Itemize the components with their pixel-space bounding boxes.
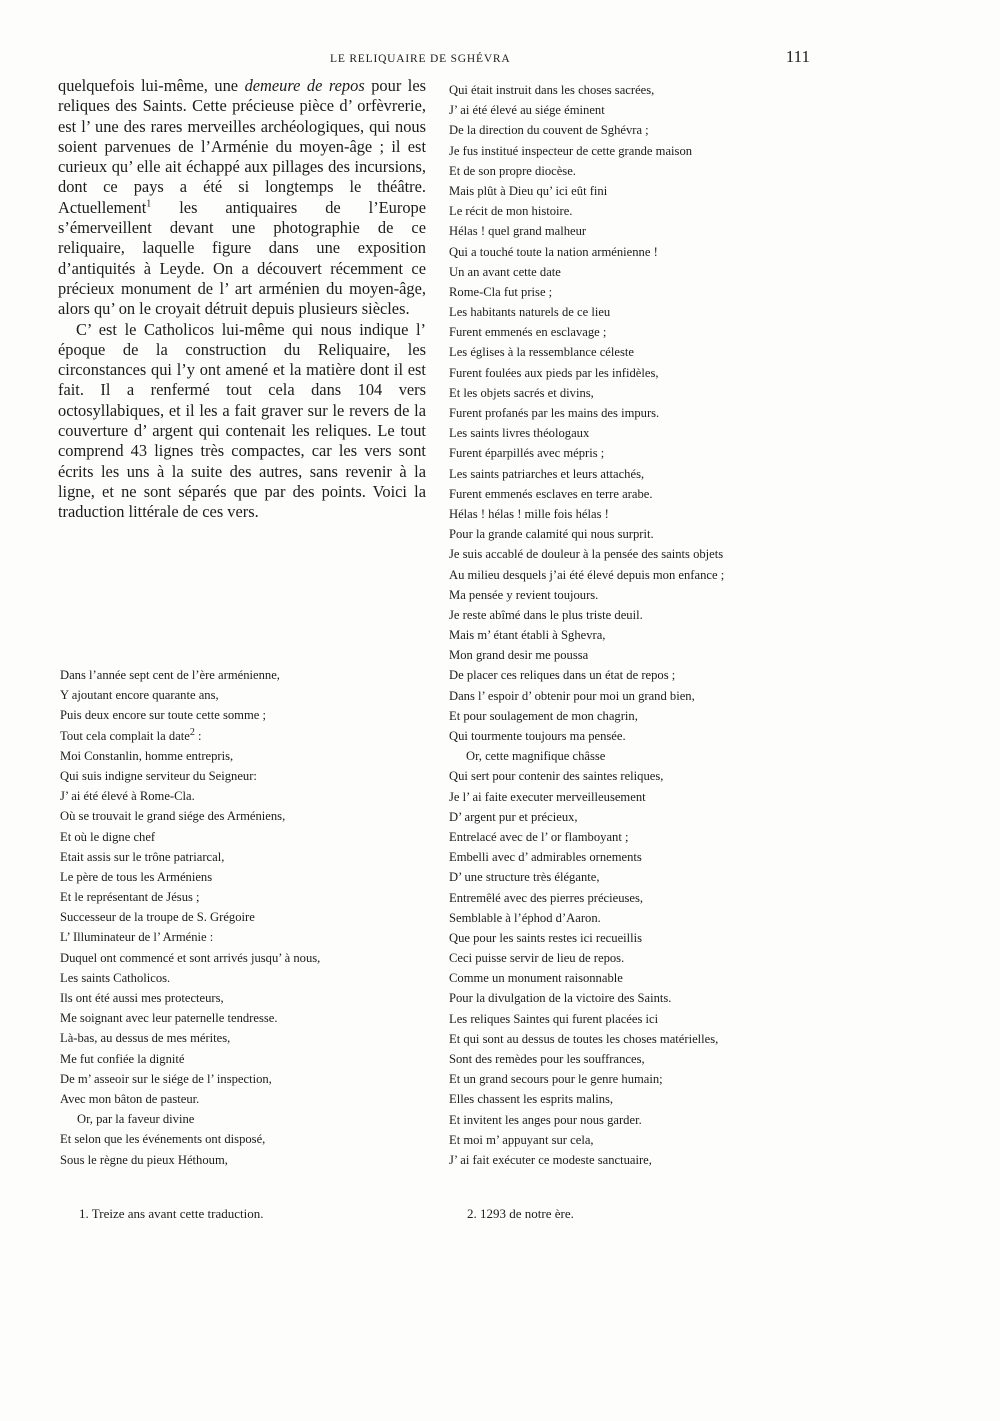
verse-text: Entremêlé avec des pierres précieuses, [449,890,644,905]
verse-text: Les églises à la ressemblance céleste [449,345,634,360]
verse-punctuation: : [194,728,202,743]
verse-text: Ils ont été aussi mes protecteurs, [60,991,224,1005]
verse-line [60,1150,430,1170]
verse-text: Duquel ont commencé et sont arrivés jusqu’ à nous, [60,950,321,965]
verse-line [449,544,829,564]
verse-text: Et selon que les événements ont disposé, [60,1132,266,1147]
verse-line [60,685,430,705]
paragraph-1-middle: pour les reliques des Saints. Cette précieuse pièce d’ orfèvrerie, est l’ une des rares merveilles archéologiques, qui nous soient parvenues de l’Arménie du moyen-âge ; il est curieux qu’ elle ait échappé aux pillages des incursions, dont ce pays a été si longtemps le théâtre. Actuellement [58,76,426,217]
paragraph-1-start: quelquefois lui-même, une [58,76,245,95]
verse-line [60,1049,430,1069]
verse-line [60,988,430,1008]
verse-line [449,625,829,645]
paragraph-1 [58,76,426,320]
verse-text: Et le représentant de Jésus ; [60,890,200,905]
verse-text: Me soignant avec leur paternelle tendresse. [60,1011,278,1026]
verse-line [449,1009,829,1029]
verse-text: Le père de tous les Arméniens [60,869,213,884]
verse-text: Je l’ ai faite executer merveilleusement [449,789,646,804]
verse-text: Furent foulées aux pieds par les infidèles, [449,365,659,380]
verse-text: Les saints livres théologaux [449,426,590,441]
verse-text: Où se trouvait le grand siége des Arméniens, [60,809,286,824]
verse-line [449,221,829,241]
verse-text: Et où le digne chef [60,829,156,844]
emphasis-demeure: demeure de repos [244,76,365,95]
verse-text: Mais m’ étant établi à Sghevra, [449,628,606,643]
verse-line [60,806,430,826]
verse-line [60,726,430,746]
verse-text: Avec mon bâton de pasteur. [60,1091,200,1106]
verse-text: Qui tourmente toujours ma pensée. [449,729,626,743]
verse-line [449,787,829,807]
verse-line [449,524,829,544]
verse-text: Furent profanés par les mains des impurs. [449,406,660,420]
verse-text: Dans l’année sept cent de l’ère arménienne, [60,668,280,682]
verse-text: Je fus institué inspecteur de cette grande maison [449,143,693,158]
verse-text: Et invitent les anges pour nous garder. [449,1112,642,1127]
verse-line [449,1049,829,1069]
footnote-2: 2. 1293 de notre ère. [467,1206,574,1221]
verse-text: Pour la divulgation de la victoire des Saints. [449,991,672,1006]
verse-line [449,867,829,887]
verse-text: Qui sert pour contenir des saintes reliques, [449,769,664,784]
prose-column [58,76,426,523]
verse-line [60,766,430,786]
verse-line [449,565,829,585]
verse-line [449,1069,829,1089]
verse-line [60,665,430,685]
verse-text: Successeur de la troupe de S. Grégoire [60,910,255,925]
verse-line [449,141,829,161]
verse-text: Me fut confiée la dignité [60,1051,185,1066]
verse-text: Que pour les saints restes ici recueillis [449,930,643,945]
verse-text: Et un grand secours pour le genre humain; [449,1072,663,1087]
verse-text: Ma pensée y revient toujours. [449,587,599,602]
verse-text: Sont des remèdes pour les souffrances, [449,1052,645,1066]
verse-text: Furent emmenés esclaves en terre arabe. [449,486,653,501]
verse-line [449,282,829,302]
verse-text: Qui a touché toute la nation arménienne ! [449,244,658,259]
verse-text: L’ Illuminateur de l’ Arménie : [60,930,214,945]
verse-text: Pour la grande calamité qui nous surprit. [449,527,654,542]
verse-text: Puis deux encore sur toute cette somme ; [60,708,266,723]
verse-text: Rome-Cla fut prise ; [449,284,553,299]
verse-line [449,181,829,201]
verse-line [449,363,829,383]
verse-line [449,262,829,282]
verse-text: J’ ai été élevé à Rome-Cla. [60,789,195,804]
verse-line [449,161,829,181]
verse-text: Hélas ! quel grand malheur [449,224,587,239]
verse-line [449,302,829,322]
verse-line [449,706,829,726]
verse-line [449,1029,829,1049]
verse-text: D’ argent pur et précieux, [449,809,578,824]
verse-text: Furent emmenés en esclavage ; [449,325,607,340]
verse-text: Or, cette magnifique châsse [466,749,606,764]
verse-text: Et moi m’ appuyant sur cela, [449,1132,594,1147]
verse-line [60,927,430,947]
verse-text: Moi Constanlin, homme entrepris, [60,748,234,763]
verse-text: Furent éparpillés avec mépris ; [449,446,605,461]
verse-text: Le récit de mon histoire. [449,204,573,219]
verse-text: Les saints patriarches et leurs attachés, [449,466,645,481]
verse-text: Embelli avec d’ admirables ornements [449,850,642,865]
verse-line [449,322,829,342]
verse-line [449,766,829,786]
verse-line [60,1008,430,1028]
verse-line [449,504,829,524]
verse-line [449,908,829,928]
verse-line [60,1069,430,1089]
paragraph-1-end: les antiquaires de l’Europe s’émerveillent devant une photographie de ce reliquaire, laquelle figure dans une exposition d’antiquités à Leyde. On a découvert récemment ce précieux monument de l’ art arménien du moyen-âge, alors qu’ on le croyait détruit depuis plusieurs siècles. [58,197,426,319]
verse-text: De la direction du couvent de Sghévra ; [449,123,649,138]
verse-line [449,423,829,443]
verse-line [60,705,430,725]
verse-line [60,1129,430,1149]
verse-text: Or, par la faveur divine [77,1112,195,1127]
page-header [330,47,810,71]
verse-text: Qui suis indigne serviteur du Seigneur: [60,768,257,783]
verse-text: Dans l’ espoir d’ obtenir pour moi un grand bien, [449,688,695,703]
verse-text: Je reste abîmé dans le plus triste deuil. [449,607,643,622]
paragraph-2: C’ est le Catholicos lui-même qui nous indique l’ époque de la construction du Reliquaire, les circonstances qui l’y ont amené et la matière dont il est fait. Il a renfermé tout cela dans 104 vers octosyllabiques, et il les a fait graver sur le revers de la couverture d’ argent qui contenait les reliques. Le tout comprend 43 lignes très compactes, car les vers sont écrits les uns à la suite des autres, sans revenir à la ligne, et ne sont séparés que par des points. Voici la traduction littérale de ces vers. [58,319,426,522]
verse-line [449,827,829,847]
verse-line [449,645,829,665]
verse-text: Tout cela complait la date [60,728,190,743]
verse-text: Y ajoutant encore quarante ans, [60,688,219,703]
verse-text: Les reliques Saintes qui furent placées ici [449,1011,659,1026]
verse-text: J’ ai fait exécuter ce modeste sanctuaire, [449,1152,652,1167]
verse-line [60,968,430,988]
verse-text: D’ une structure très élégante, [449,870,600,885]
verse-column-right [449,80,829,1170]
verse-line [449,807,829,827]
footnote-1: 1. Treize ans avant cette traduction. [79,1206,264,1221]
verse-text: Sous le règne du pieux Héthoum, [60,1152,228,1167]
footnote-ref-1: 1 [146,198,152,210]
verse-line [60,847,430,867]
verse-text: Et qui sont au dessus de toutes les choses matérielles, [449,1031,719,1046]
verse-line [60,867,430,887]
verse-line [60,907,430,927]
verse-text: De m’ asseoir sur le siége de l’ inspection, [60,1071,272,1086]
verse-line [449,988,829,1008]
verse-text: Mais plût à Dieu qu’ ici eût fini [449,183,608,198]
verse-text: Les saints Catholicos. [60,970,171,985]
verse-line [449,80,829,100]
verse-line [449,1110,829,1130]
verse-text: Etait assis sur le trône patriarcal, [60,849,225,864]
footnote-ref-2: 2 [189,726,195,738]
verse-line [449,342,829,362]
verse-line [449,120,829,140]
verse-text: Ceci puisse servir de lieu de repos. [449,951,625,966]
verse-line [60,746,430,766]
verse-line [449,686,829,706]
verse-line [449,928,829,948]
verse-text: J’ ai été élevé au siége éminent [449,103,605,118]
verse-line [60,1089,430,1109]
verse-line [60,786,430,806]
verse-text: Elles chassent les esprits malins, [449,1092,614,1107]
verse-line [60,1028,430,1048]
verse-text: Et les objets sacrés et divins, [449,385,594,400]
verse-column-left [60,665,430,1170]
verse-text: Un an avant cette date [449,264,561,279]
verse-line [449,443,829,463]
verse-line [449,847,829,867]
verse-line [449,1130,829,1150]
verse-text: Au milieu desquels j’ai été élevé depuis mon enfance ; [449,567,725,582]
verse-line [449,464,829,484]
verse-line [449,968,829,988]
verse-line [449,201,829,221]
verse-text: Comme un monument raisonnable [449,971,623,986]
verse-line [449,1150,829,1170]
verse-text: Hélas ! hélas ! mille fois hélas ! [449,506,609,521]
verse-text: Les habitants naturels de ce lieu [449,305,611,320]
verse-line [449,383,829,403]
verse-line [449,665,829,685]
verse-line [449,888,829,908]
running-title: LE RELIQUAIRE DE SGHÉVRA [330,53,511,65]
verse-text: Et pour soulagement de mon chagrin, [449,708,638,723]
verse-line [449,726,829,746]
verse-line [60,1109,430,1129]
verse-line [449,242,829,262]
verse-line [449,948,829,968]
verse-line [449,403,829,423]
verse-text: Semblable à l’éphod d’Aaron. [449,910,601,925]
verse-text: Là-bas, au dessus de mes mérites, [60,1031,231,1046]
verse-text: Je suis accablé de douleur à la pensée des saints objets [449,547,724,562]
verse-line [449,1089,829,1109]
verse-line [60,827,430,847]
verse-line [60,948,430,968]
page-number: 111 [785,47,810,66]
verse-text: De placer ces reliques dans un état de repos ; [449,668,676,683]
verse-line [449,585,829,605]
verse-line [449,746,829,766]
verse-line [449,484,829,504]
verse-line [60,887,430,907]
verse-text: Qui était instruit dans les choses sacrées, [449,83,655,97]
verse-text: Entrelacé avec de l’ or flamboyant ; [449,829,629,844]
verse-text: Et de son propre diocèse. [449,163,576,178]
verse-text: Mon grand desir me poussa [449,648,589,663]
verse-line [449,605,829,625]
verse-line [449,100,829,120]
